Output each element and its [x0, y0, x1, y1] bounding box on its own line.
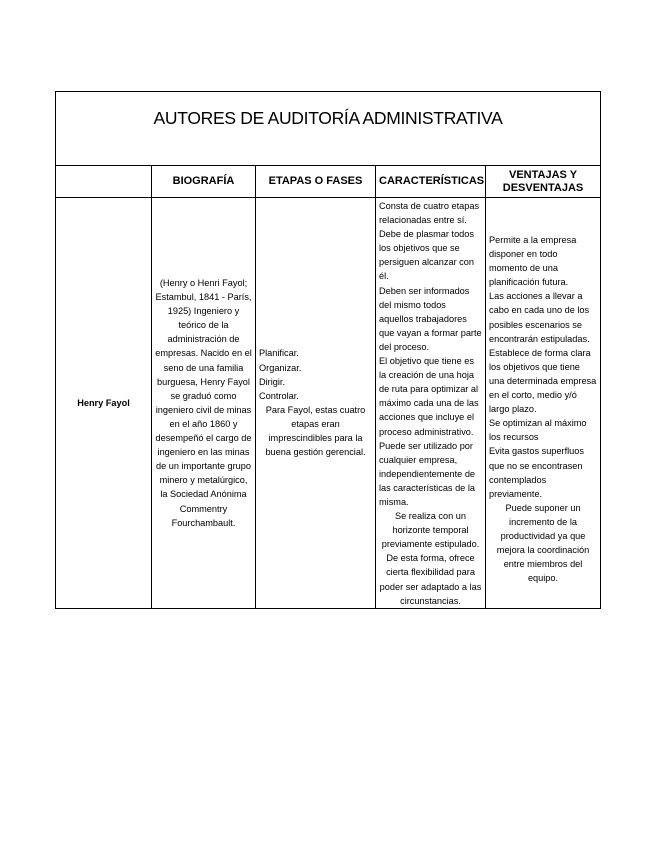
header-characteristics: CARACTERÍSTICAS: [376, 166, 486, 198]
characteristic-item: Deben ser informados del mismo todos aquellos trabajadores que vayan a formar parte del proceso.: [379, 285, 482, 352]
authors-table: [55, 91, 601, 609]
stage-item: Planificar.: [259, 348, 299, 359]
table-title-cell: [56, 92, 601, 166]
header-pros-cons: VENTAJAS Y DESVENTAJAS: [486, 166, 601, 198]
author-name: Henry Fayol: [56, 198, 152, 609]
pros-cons-item: Evita gastos superfluos que no se encontrasen contemplados previamente.: [489, 446, 584, 499]
stage-item: Controlar.: [259, 390, 299, 401]
pros-cons-item: Puede suponer un incremento de la productividad ya que mejora la coordinación entre miembros del equipo.: [496, 502, 590, 584]
pros-cons-item: Las acciones a llevar a cabo en cada uno de los posibles escenarios se encontrarán estipuladas.: [489, 291, 590, 344]
header-stages: ETAPAS O FASES: [256, 166, 376, 198]
characteristics-cell: [376, 198, 486, 609]
characteristic-item: Puede ser utilizado por cualquier empresa, independientemente de las características de la misma.: [379, 440, 476, 507]
biography-text: (Henry o Henri Fayol; Estambul, 1841 - París, 1925) Ingeniero y teórico de la administración de empresas. Nacido en el seno de una familia burguesa, Henry Fayol se graduó como ingeniero civil de minas en el año 1860 y desempeñó el cargo de ingeniero en las minas de un importante grupo minero y metalúrgico, la Sociedad Anónima Commentry Fourchambault.: [152, 198, 256, 609]
stages-cell: [256, 198, 376, 609]
stage-item: Dirigir.: [259, 376, 286, 387]
characteristic-item: Consta de cuatro etapas relacionadas entre sí.: [379, 201, 480, 226]
stage-item: Organizar.: [259, 362, 302, 373]
pros-cons-cell: [486, 198, 601, 609]
pros-cons-item: Se optimizan al máximo los recursos: [489, 418, 587, 443]
characteristic-item: Debe de plasmar todos los objetivos que se persiguen alcanzar con él.: [379, 229, 474, 282]
characteristic-item: El objetivo que tiene es la creación de una hoja de ruta para optimizar al máximo cada una de las acciones que incluye el proceso administrativo.: [379, 356, 479, 437]
table-row: [56, 198, 601, 609]
pros-cons-item: Permite a la empresa disponer en todo momento de una planificación futura.: [489, 235, 577, 288]
header-author: [56, 166, 152, 198]
pros-cons-item: Establece de forma clara los objetivos que tiene una determinada empresa en el corto, medio y/ó largo plazo.: [489, 347, 597, 415]
stages-note: Para Fayol, estas cuatro etapas eran imprescindibles para la buena gestión gerencial.: [265, 404, 366, 458]
characteristic-item: Se realiza con un horizonte temporal previamente estipulado. De esta forma, ofrece cierta flexibilidad para poder ser adaptado a las circunstancias.: [379, 511, 482, 606]
page-title: AUTORES DE AUDITORÍA ADMINISTRATIVA: [153, 108, 503, 128]
header-biography: BIOGRAFÍA: [152, 166, 256, 198]
